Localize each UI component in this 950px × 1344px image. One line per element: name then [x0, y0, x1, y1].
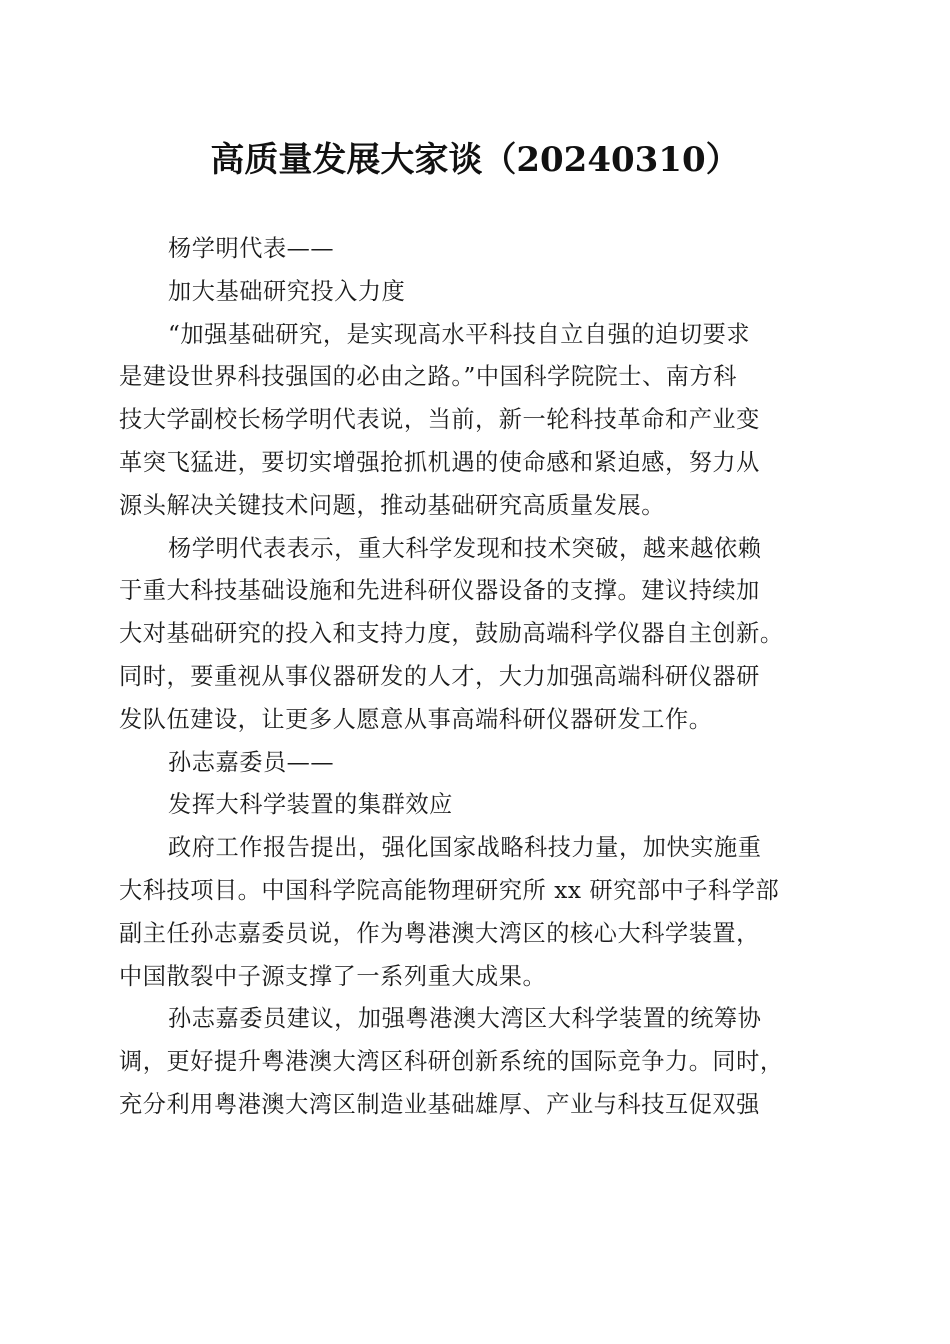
- paragraph-line: 副主任孙志嘉委员说，作为粤港澳大湾区的核心大科学装置，: [119, 919, 760, 947]
- paragraph: [119, 314, 835, 528]
- paragraph-line: 调，更好提升粤港澳大湾区科研创新系统的国际竞争力。同时，: [119, 1048, 784, 1076]
- paragraph-line: 大对基础研究的投入和支持力度，鼓励高端科学仪器自主创新。: [119, 620, 784, 648]
- paragraph-line: 杨学明代表表示，重大科学发现和技术突破，越来越依赖: [168, 534, 762, 562]
- paragraph-line: 源头解决关键技术问题，推动基础研究高质量发展。: [119, 491, 665, 519]
- paragraph-line: 孙志嘉委员建议，加强粤港澳大湾区大科学装置的统筹协: [168, 1005, 762, 1033]
- document-body: [119, 228, 835, 1127]
- paragraph-line: 中国散裂中子源支撑了一系列重大成果。: [119, 962, 547, 990]
- paragraph: [119, 528, 835, 742]
- paragraph-line: “加强基础研究，是实现高水平科技自立自强的迫切要求: [168, 320, 751, 348]
- document-title: 高质量发展大家谈（20240310）: [210, 140, 740, 180]
- paragraph-line: 于重大科技基础设施和先进科研仪器设备的支撑。建议持续加: [119, 577, 760, 605]
- paragraph-line: 大科技项目。中国科学院高能物理研究所 xx 研究部中子科学部: [119, 876, 780, 904]
- paragraph-line: 政府工作报告提出，强化国家战略科技力量，加快实施重: [168, 834, 762, 862]
- paragraph-line: 技大学副校长杨学明代表说，当前，新一轮科技革命和产业变: [119, 406, 760, 434]
- paragraph-line: 革突飞猛进，要切实增强抢抓机遇的使命感和紧迫感，努力从: [119, 448, 760, 476]
- paragraph-line: 发队伍建设，让更多人愿意从事高端科研仪器研发工作。: [119, 705, 713, 733]
- paragraph: [119, 998, 835, 1126]
- paragraph: [119, 827, 835, 998]
- section-heading: 加大基础研究投入力度: [168, 277, 406, 305]
- speaker-line: 孙志嘉委员——: [168, 748, 335, 776]
- section-heading: 发挥大科学装置的集群效应: [168, 791, 453, 819]
- paragraph-line: 充分利用粤港澳大湾区制造业基础雄厚、产业与科技互促双强: [119, 1090, 760, 1118]
- paragraph-line: 是建设世界科技强国的必由之路。”中国科学院院士、南方科: [119, 363, 737, 391]
- speaker-line: 杨学明代表——: [168, 235, 335, 262]
- paragraph-line: 同时，要重视从事仪器研发的人才，大力加强高端科研仪器研: [119, 662, 760, 690]
